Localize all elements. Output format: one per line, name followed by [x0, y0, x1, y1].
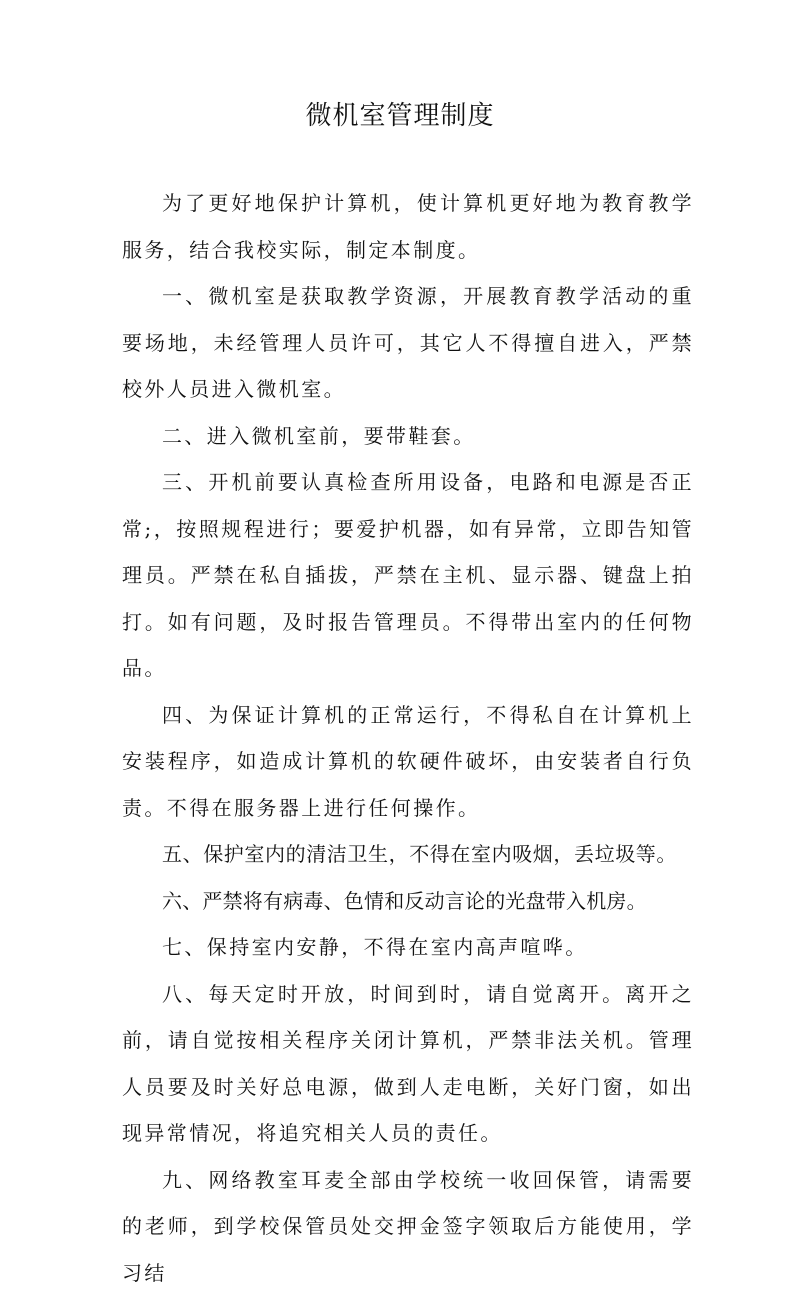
- paragraph-rule-4: 四、为保证计算机的正常运行，不得私自在计算机上安装程序，如造成计算机的软硬件破坏，由安装者自行负责。不得在服务器上进行任何操作。: [122, 692, 694, 832]
- paragraph-rule-6: 六、严禁将有病毒、色情和反动言论的光盘带入机房。: [122, 878, 694, 925]
- paragraph-intro: 为了更好地保护计算机，使计算机更好地为教育教学服务，结合我校实际，制定本制度。: [122, 180, 694, 273]
- document-title: 微机室管理制度: [0, 96, 800, 136]
- paragraph-rule-1: 一、微机室是获取教学资源，开展教育教学活动的重要场地，未经管理人员许可，其它人不得擅自进入，严禁校外人员进入微机室。: [122, 273, 694, 413]
- paragraph-rule-2: 二、进入微机室前，要带鞋套。: [122, 413, 694, 460]
- paragraph-rule-7: 七、保持室内安静，不得在室内高声喧哗。: [122, 924, 694, 971]
- paragraph-rule-8: 八、每天定时开放，时间到时，请自觉离开。离开之前，请自觉按相关程序关闭计算机，严禁非法关机。管理人员要及时关好总电源，做到人走电断，关好门窗，如出现异常情况，将追究相关人员的责任。: [122, 971, 694, 1157]
- document-body: [122, 180, 694, 1296]
- paragraph-rule-5: 五、保护室内的清洁卫生，不得在室内吸烟，丢垃圾等。: [122, 831, 694, 878]
- paragraph-rule-9: 九、网络教室耳麦全部由学校统一收回保管，请需要的老师，到学校保管员处交押金签字领取后方能使用，学习结: [122, 1157, 694, 1296]
- paragraph-rule-3: 三、开机前要认真检查所用设备，电路和电源是否正常;，按照规程进行；要爱护机器，如有异常，立即告知管理员。严禁在私自插拔，严禁在主机、显示器、键盘上拍打。如有问题，及时报告管理员。不得带出室内的任何物品。: [122, 459, 694, 692]
